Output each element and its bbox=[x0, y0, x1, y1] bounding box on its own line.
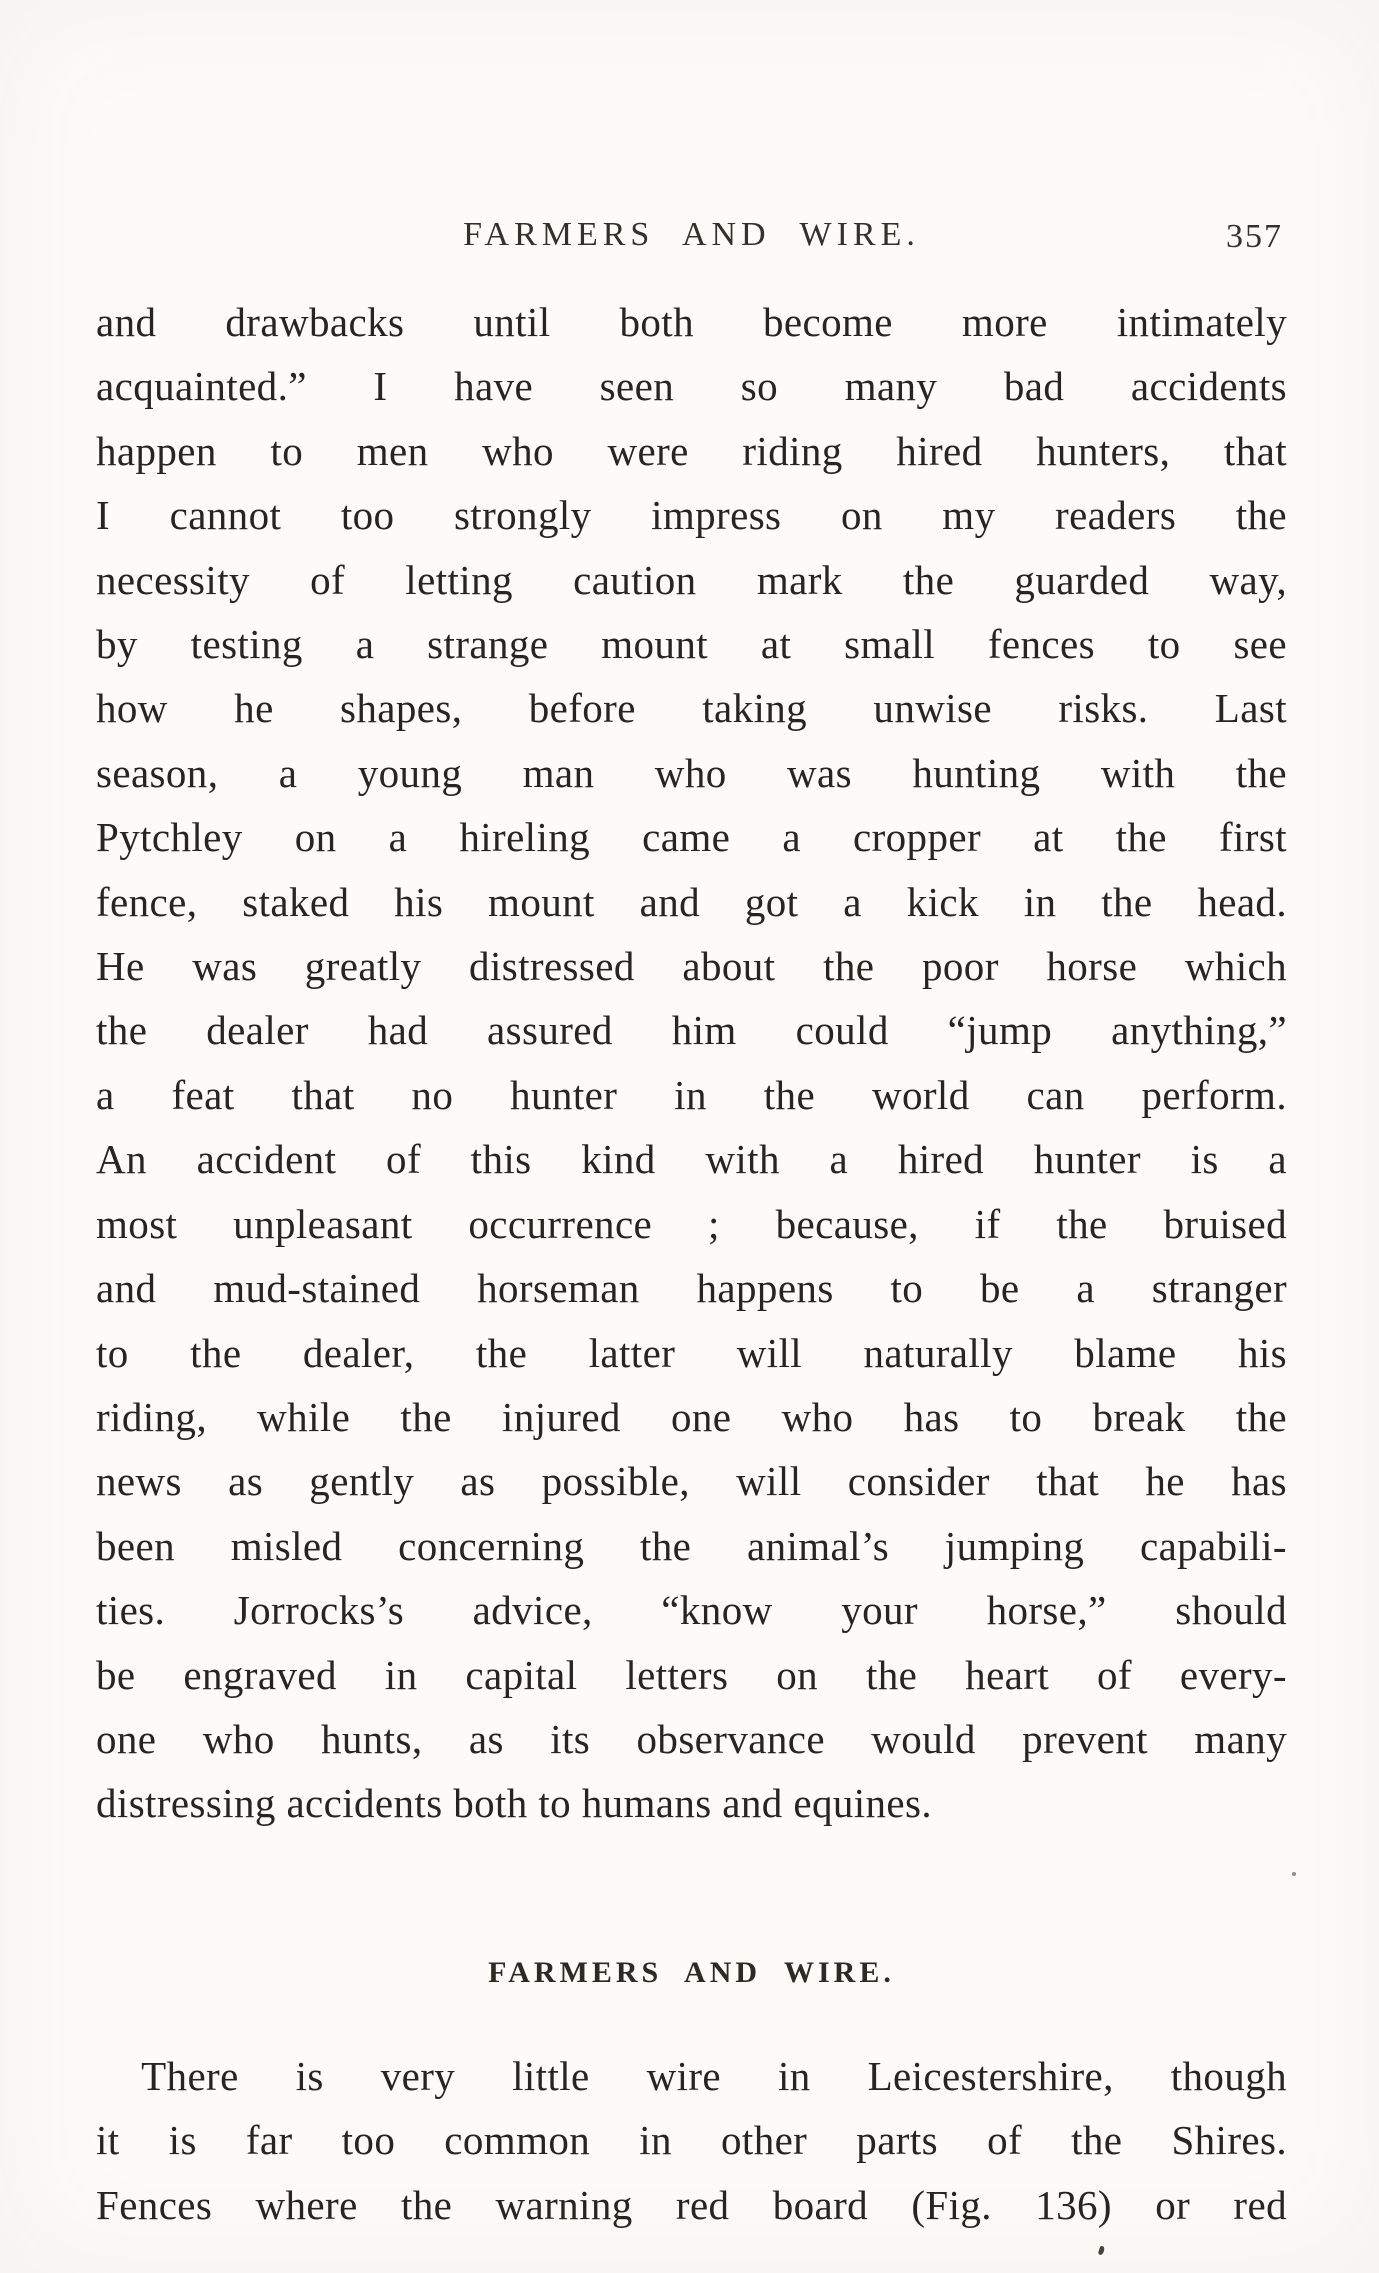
continuation-paragraph bbox=[96, 2044, 1287, 2237]
paragraph-line: news as gently as possible, will consider that he has bbox=[96, 1458, 1287, 1505]
paragraph-line: I cannot too strongly impress on my readers the bbox=[96, 492, 1287, 539]
paragraph-line: most unpleasant occurrence ; because, if the bruised bbox=[96, 1200, 1287, 1247]
paragraph-line: ties. Jorrocks’s advice, “know your horse,” should bbox=[96, 1587, 1287, 1634]
paragraph-line: and drawbacks until both become more intimately bbox=[96, 299, 1287, 345]
scan-speck bbox=[1292, 1872, 1296, 1876]
running-header bbox=[96, 216, 1287, 260]
paragraph-line: and mud-stained horseman happens to be a stranger bbox=[96, 1265, 1287, 1312]
paragraph-line: by testing a strange mount at small fences to see bbox=[96, 621, 1287, 668]
paragraph-line: riding, while the injured one who has to break the bbox=[96, 1393, 1287, 1440]
paragraph-line: be engraved in capital letters on the heart of every- bbox=[96, 1651, 1287, 1698]
paragraph-line: He was greatly distressed about the poor horse which bbox=[96, 943, 1287, 990]
page-number: 357 bbox=[1226, 218, 1283, 255]
paragraph-line: distressing accidents both to humans and equines. bbox=[96, 1780, 933, 1827]
paragraph-line: happen to men who were riding hired hunters, that bbox=[96, 427, 1287, 474]
paragraph-line: acquainted.” I have seen so many bad accidents bbox=[96, 363, 1287, 410]
running-header-title: FARMERS AND WIRE. bbox=[463, 216, 920, 253]
paragraph-line: been misled concerning the animal’s jumping capabili- bbox=[96, 1522, 1287, 1569]
scan-speck bbox=[1098, 2245, 1106, 2255]
paragraph-line: Pytchley on a hireling came a cropper at the first bbox=[96, 814, 1287, 861]
paragraph-line: it is far too common in other parts of the Shires. bbox=[96, 2117, 1287, 2164]
body-paragraph bbox=[96, 290, 1287, 1836]
paragraph-line: necessity of letting caution mark the guarded way, bbox=[96, 556, 1287, 603]
paragraph-line: season, a young man who was hunting with the bbox=[96, 749, 1287, 796]
paragraph-line: An accident of this kind with a hired hunter is a bbox=[96, 1136, 1287, 1183]
paragraph-line: Fences where the warning red board (Fig. 136) or red bbox=[96, 2181, 1287, 2228]
section-heading: FARMERS AND WIRE. bbox=[488, 1956, 895, 1989]
paragraph-line: fence, staked his mount and got a kick in the head. bbox=[96, 878, 1287, 925]
paragraph-line: the dealer had assured him could “jump anything,” bbox=[96, 1007, 1287, 1054]
paragraph-line: how he shapes, before taking unwise risks. Last bbox=[96, 685, 1287, 732]
paragraph-line: There is very little wire in Leicestershire, though bbox=[141, 2053, 1287, 2099]
paragraph-line: a feat that no hunter in the world can perform. bbox=[96, 1071, 1287, 1118]
paragraph-line: to the dealer, the latter will naturally blame his bbox=[96, 1329, 1287, 1376]
paragraph-line: one who hunts, as its observance would prevent many bbox=[96, 1715, 1287, 1762]
